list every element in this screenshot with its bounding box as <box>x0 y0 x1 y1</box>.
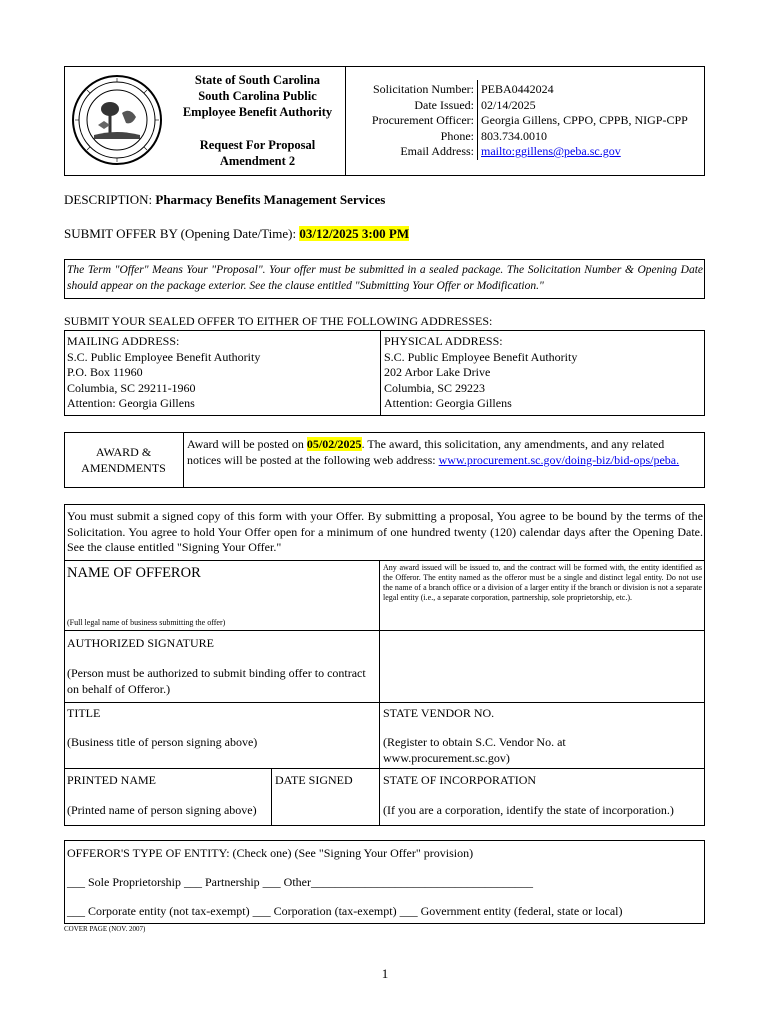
org-line-3: Employee Benefit Authority <box>182 105 333 119</box>
term-notice: The Term "Offer" Means Your "Proposal". Your offer must be submitted in a sealed package. The Solicitation Number & Opening Date should appear on the package exterior. See the clause entitled "Submitting Your Offer or Modification." <box>67 264 703 292</box>
mailing-address-line: MAILING ADDRESS: <box>67 334 180 348</box>
title-hint: (Business title of person signing above) <box>67 735 258 749</box>
award-date: 05/02/2025 <box>306 437 362 451</box>
procurement-officer-value: Georgia Gillens, CPPO, CPPB, NIGP-CPP <box>481 113 688 127</box>
description-line <box>64 192 705 209</box>
entity-type-options-2[interactable]: ___ Corporate entity (not tax-exempt) ___ Corporation (tax-exempt) ___ Government entity (federal, state or local) <box>67 904 623 918</box>
org-line-2: South Carolina Public <box>198 89 317 103</box>
title-label: TITLE <box>67 706 101 720</box>
entity-type-options-1[interactable]: ___ Sole Proprietorship ___ Partnership ___ Other_____________________________________ <box>67 875 533 889</box>
state-of-incorporation-label: STATE OF INCORPORATION <box>383 773 537 787</box>
info-divider <box>477 80 478 160</box>
email-link[interactable]: mailto:ggillens@peba.sc.gov <box>481 144 621 158</box>
physical-address-line: Columbia, SC 29223 <box>384 380 486 395</box>
name-of-offeror-input[interactable] <box>66 582 376 614</box>
authorized-signature-field[interactable] <box>381 632 703 700</box>
date-issued-label: Date Issued: <box>414 97 474 112</box>
solicitation-info-values <box>481 82 703 160</box>
name-of-offeror-label: NAME OF OFFEROR <box>67 565 201 581</box>
printed-name-label: PRINTED NAME <box>67 773 156 787</box>
form-grid-line <box>271 768 272 826</box>
state-vendor-hint: (Register to obtain S.C. Vendor No. at www.procurement.sc.gov) <box>383 735 566 765</box>
signing-notice: You must submit a signed copy of this form with your Offer. By submitting a proposal, You agree to be bound by the terms of the Solicitation. You agree to hold Your Offer open for a minimum of one hundred twenty (120) calendar days after the Opening Date. See the clause entitled "Signing Your Offer." <box>67 509 703 554</box>
form-grid-line <box>64 630 705 631</box>
page-number: 1 <box>381 966 389 981</box>
mailing-address-line: S.C. Public Employee Benefit Authority <box>67 349 261 364</box>
state-of-incorporation-hint: (If you are a corporation, identify the state of incorporation.) <box>383 803 674 817</box>
physical-address-line: S.C. Public Employee Benefit Authority <box>384 349 578 364</box>
entity-type-heading: OFFEROR'S TYPE OF ENTITY: (Check one) (See "Signing Your Offer" provision) <box>67 846 474 860</box>
description-value: Pharmacy Benefits Management Services <box>155 192 386 207</box>
award-text-post: . The award, this solicitation, any amendments, and any related notices will be posted at the following web address: <box>187 437 665 467</box>
submit-offer-label: SUBMIT OFFER BY (Opening Date/Time): <box>64 226 297 241</box>
physical-address-line: 202 Arbor Lake Drive <box>384 365 491 379</box>
solicitation-number-value: PEBA0442024 <box>481 82 554 96</box>
award-label <box>64 445 183 476</box>
organization-title <box>170 72 345 120</box>
offeror-entity-note: Any award issued will be issued to, and the contract will be formed with, the entity identified as the Offeror. The entity named as the offeror must be a single and distinct legal entity. Do not use the name of a branch office or a division of a larger entity if the branch or division is not a separate legal entity (i.e., a separate corporation, partnership, sole proprietorship, etc.). <box>383 563 702 602</box>
authorized-signature-label: AUTHORIZED SIGNATURE <box>67 636 214 650</box>
org-line-1: State of South Carolina <box>194 73 321 87</box>
description-label: DESCRIPTION: <box>64 192 153 207</box>
date-signed-label: DATE SIGNED <box>275 773 353 787</box>
award-url-link[interactable]: www.procurement.sc.gov/doing-biz/bid-ops/peba. <box>438 452 680 467</box>
solicitation-info-labels <box>346 82 474 160</box>
document-title <box>170 137 345 169</box>
award-label-line-2: AMENDMENTS <box>81 460 166 475</box>
physical-address-line: Attention: Georgia Gillens <box>384 396 512 410</box>
state-seal <box>70 73 164 167</box>
mailing-address-line: Columbia, SC 29211-1960 <box>67 380 196 395</box>
name-of-offeror-hint: (Full legal name of business submitting the offer) <box>67 618 226 627</box>
email-label: Email Address: <box>400 144 474 158</box>
form-grid-line <box>379 560 380 826</box>
form-grid-line <box>64 702 705 703</box>
solicitation-number-label: Solicitation Number: <box>373 82 474 96</box>
submit-offer-line <box>64 226 705 243</box>
award-divider <box>183 432 184 488</box>
mailing-address-line: Attention: Georgia Gillens <box>67 396 195 410</box>
printed-name-hint: (Printed name of person signing above) <box>67 803 257 817</box>
form-grid-line <box>64 768 705 769</box>
doc-line-1: Request For Proposal <box>199 138 316 152</box>
award-text-pre: Award will be posted on <box>187 437 307 451</box>
addresses-divider <box>380 330 381 416</box>
mailing-address-line: P.O. Box 11960 <box>67 365 143 379</box>
award-label-line-1: AWARD & <box>95 445 152 459</box>
addresses-heading: SUBMIT YOUR SEALED OFFER TO EITHER OF THE FOLLOWING ADDRESSES: <box>64 314 493 328</box>
state-vendor-label: STATE VENDOR NO. <box>383 706 495 720</box>
authorized-signature-hint: (Person must be authorized to submit binding offer to contract on behalf of Offeror.) <box>67 666 366 696</box>
cover-page-label: COVER PAGE (NOV. 2007) <box>64 925 146 933</box>
mailing-address <box>67 334 377 412</box>
opening-date-value: 03/12/2025 3:00 PM <box>299 226 410 241</box>
procurement-officer-label: Procurement Officer: <box>371 113 474 127</box>
date-issued-value: 02/14/2025 <box>481 97 536 112</box>
phone-value: 803.734.0010 <box>481 128 547 143</box>
physical-address-line: PHYSICAL ADDRESS: <box>384 334 503 348</box>
award-text <box>187 437 701 468</box>
phone-label: Phone: <box>440 128 474 143</box>
doc-line-2: Amendment 2 <box>219 154 296 168</box>
physical-address <box>384 334 702 412</box>
form-grid-line <box>64 560 705 561</box>
